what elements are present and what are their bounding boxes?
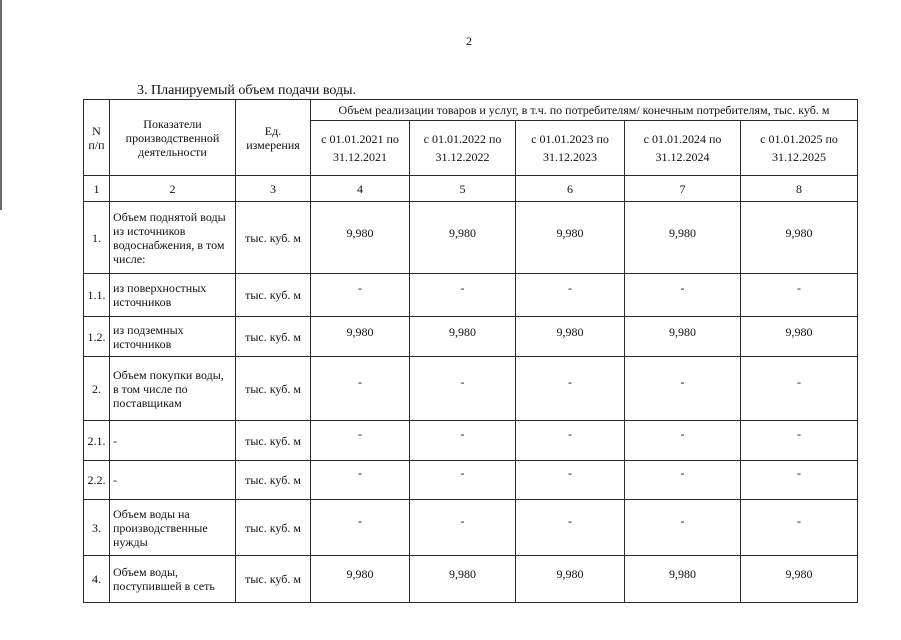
header-period-2024: с 01.01.2024 по 31.12.2024: [625, 121, 741, 176]
header-unit: Ед. измерения: [236, 100, 311, 176]
row-value: -: [741, 461, 858, 500]
header-row-top: [84, 100, 858, 121]
row-value: 9,980: [410, 202, 516, 274]
header-group: Объем реализации товаров и услуг, в т.ч. по потребителям/ конечным потребителям, тыс. куб. м: [311, 100, 858, 121]
header-period-2025: с 01.01.2025 по 31.12.2025: [741, 121, 858, 176]
table-row: [84, 274, 858, 317]
row-value: 9,980: [311, 202, 410, 274]
row-value: -: [741, 500, 858, 556]
column-number: 7: [625, 176, 741, 202]
row-name: из подземных источников: [110, 317, 236, 357]
row-value: -: [625, 461, 741, 500]
row-value: -: [741, 357, 858, 421]
row-name: из поверхностных источников: [110, 274, 236, 317]
row-value: -: [625, 500, 741, 556]
row-value: -: [410, 421, 516, 461]
row-value: 9,980: [410, 317, 516, 357]
section-title: 3. Планируемый объем подачи воды.: [137, 83, 357, 98]
row-value: -: [311, 421, 410, 461]
row-value: -: [311, 357, 410, 421]
row-num: 3.: [84, 500, 110, 556]
row-value: 9,980: [311, 556, 410, 603]
header-period-2022: с 01.01.2022 по 31.12.2022: [410, 121, 516, 176]
header-indicator: Показатели производственной деятельности: [110, 100, 236, 176]
column-number: 1: [84, 176, 110, 202]
row-value: -: [625, 421, 741, 461]
row-value: -: [311, 500, 410, 556]
header-period-2023: с 01.01.2023 по 31.12.2023: [516, 121, 625, 176]
column-number: 5: [410, 176, 516, 202]
row-value: -: [516, 461, 625, 500]
water-supply-volume-table: [83, 99, 858, 603]
row-unit: тыс. куб. м: [236, 317, 311, 357]
row-value: 9,980: [741, 317, 858, 357]
scan-edge-mark: [0, 0, 2, 210]
row-value: 9,980: [625, 317, 741, 357]
row-unit: тыс. куб. м: [236, 461, 311, 500]
row-value: -: [625, 357, 741, 421]
row-value: -: [410, 500, 516, 556]
row-unit: тыс. куб. м: [236, 357, 311, 421]
row-value: -: [410, 357, 516, 421]
column-number: 3: [236, 176, 311, 202]
row-value: 9,980: [516, 556, 625, 603]
table-row: [84, 556, 858, 603]
row-value: 9,980: [741, 202, 858, 274]
row-value: -: [410, 461, 516, 500]
row-value: -: [516, 421, 625, 461]
table-row: [84, 317, 858, 357]
row-value: 9,980: [625, 556, 741, 603]
column-number: 4: [311, 176, 410, 202]
row-value: 9,980: [516, 317, 625, 357]
column-number: 6: [516, 176, 625, 202]
row-unit: тыс. куб. м: [236, 500, 311, 556]
row-value: 9,980: [516, 202, 625, 274]
row-value: -: [311, 461, 410, 500]
row-num: 1.: [84, 202, 110, 274]
row-name: -: [110, 421, 236, 461]
column-number-row: [84, 176, 858, 202]
row-name: Объем поднятой воды из источников водоснабжения, в том числе:: [110, 202, 236, 274]
row-value: 9,980: [625, 202, 741, 274]
row-name: -: [110, 461, 236, 500]
table-row: [84, 357, 858, 421]
row-num: 2.1.: [84, 421, 110, 461]
row-unit: тыс. куб. м: [236, 421, 311, 461]
row-name: Объем воды, поступившей в сеть: [110, 556, 236, 603]
row-unit: тыс. куб. м: [236, 202, 311, 274]
column-number: 2: [110, 176, 236, 202]
row-value: -: [625, 274, 741, 317]
row-value: -: [410, 274, 516, 317]
header-period-2021: с 01.01.2021 по 31.12.2021: [311, 121, 410, 176]
row-name: Объем покупки воды, в том числе по поставщикам: [110, 357, 236, 421]
row-unit: тыс. куб. м: [236, 274, 311, 317]
column-number: 8: [741, 176, 858, 202]
row-value: 9,980: [311, 317, 410, 357]
table-row: [84, 202, 858, 274]
row-num: 1.1.: [84, 274, 110, 317]
header-num: N п/п: [84, 100, 110, 176]
row-num: 1.2.: [84, 317, 110, 357]
table-row: [84, 500, 858, 556]
row-value: 9,980: [741, 556, 858, 603]
row-value: -: [741, 274, 858, 317]
row-value: -: [516, 274, 625, 317]
row-value: -: [516, 357, 625, 421]
row-value: -: [741, 421, 858, 461]
row-value: 9,980: [410, 556, 516, 603]
page-number: 2: [466, 34, 472, 48]
row-num: 4.: [84, 556, 110, 603]
row-value: -: [311, 274, 410, 317]
row-num: 2.2.: [84, 461, 110, 500]
table-row: [84, 461, 858, 500]
row-unit: тыс. куб. м: [236, 556, 311, 603]
row-name: Объем воды на производственные нужды: [110, 500, 236, 556]
row-num: 2.: [84, 357, 110, 421]
row-value: -: [516, 500, 625, 556]
table-row: [84, 421, 858, 461]
